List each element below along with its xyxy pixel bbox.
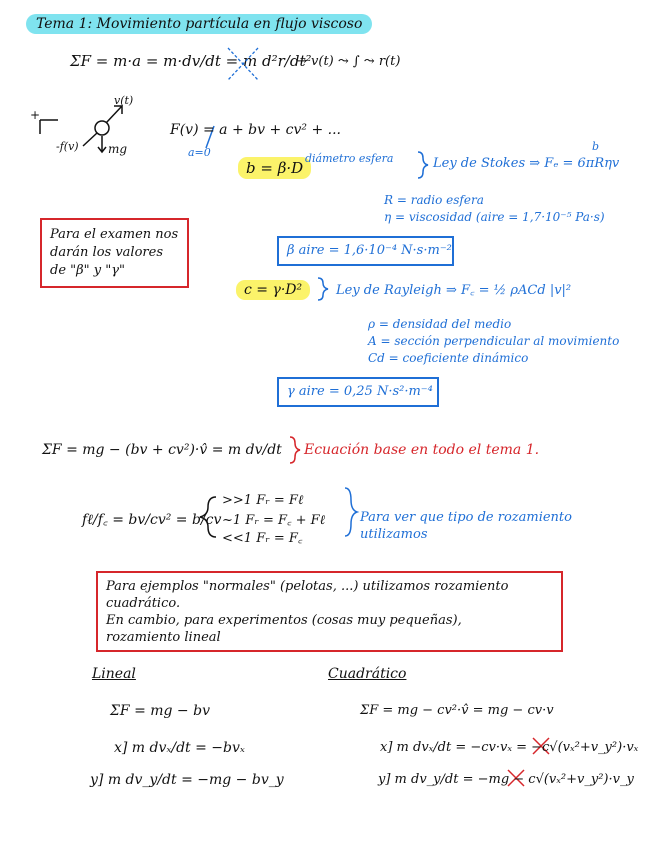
page-title: Tema 1: Movimiento partícula en flujo viscoso — [26, 14, 372, 34]
friction-choice-box — [96, 571, 563, 652]
linear-equation-x: x] m dvₓ/dt = −bvₓ — [114, 740, 245, 756]
viscosity-definition: η = viscosidad (aire = 1,7·10⁻⁵ Pa·s) — [384, 210, 605, 224]
stokes-b-label: b — [592, 140, 600, 153]
quadratic-equation-x: x] m dvₓ/dt = −cv·vₓ = −c√(vₓ²+v_y²)·vₓ — [380, 740, 639, 755]
ratio-equation: fℓ/f꜀ = bv/cv² = b/cv — [82, 512, 222, 528]
gravity-label: mg — [108, 142, 128, 156]
cases-note-line2: utilizamos — [360, 527, 428, 542]
newton-chain: → v(t) ⤳ ∫ ⤳ r(t) — [296, 54, 401, 69]
a-equals-zero: a=0 — [188, 146, 211, 159]
friction-choice-line2: cuadrático. — [106, 596, 181, 611]
newton-equation: ΣF = m·a = m·dv/dt = m d²r/dt² — [70, 52, 312, 70]
c-formula: c = γ·D² — [236, 280, 310, 300]
force-expansion: F(v) = a + bv + cv² + ... — [170, 122, 342, 138]
friction-choice-line4: rozamiento lineal — [106, 630, 221, 645]
b-formula: b = β·D — [238, 157, 311, 179]
friction-choice-line3: En cambio, para experimentos (cosas muy pequeñas), — [106, 613, 462, 628]
beta-air-value: β aire = 1,6·10⁻⁴ N·s·m⁻² — [287, 243, 452, 258]
gamma-air-value: γ aire = 0,25 N·s²·m⁻⁴ — [287, 384, 433, 399]
linear-equation-sum: ΣF = mg − bv — [110, 703, 210, 719]
case-small: <<1 Fᵣ = F꜀ — [222, 531, 303, 546]
stokes-law: Ley de Stokes ⇒ Fₑ = 6πRηv — [433, 156, 620, 171]
quadratic-equation-y: y] m dv_y/dt = −mg − c√(vₓ²+v_y²)·v_y — [378, 772, 634, 787]
cases-note-line1: Para ver que tipo de rozamiento — [360, 510, 572, 525]
case-large: >>1 Fᵣ = Fℓ — [222, 493, 304, 508]
velocity-label: v(t) — [114, 94, 134, 107]
linear-equation-y: y] m dv_y/dt = −mg − bv_y — [90, 772, 284, 788]
area-definition: A = sección perpendicular al movimiento — [368, 334, 620, 348]
friction-choice-line1: Para ejemplos "normales" (pelotas, ...) utilizamos rozamiento — [106, 579, 509, 594]
b-note: diámetro esfera — [305, 152, 394, 165]
beta-air-box — [277, 236, 454, 266]
base-equation: ΣF = mg − (bv + cv²)·v̂ = m dv/dt — [42, 442, 282, 458]
gamma-air-box — [277, 377, 439, 407]
exam-note-box — [40, 218, 189, 288]
quadratic-equation-sum: ΣF = mg − cv²·v̂ = mg − cv·v — [360, 703, 554, 718]
density-definition: ρ = densidad del medio — [368, 317, 512, 331]
case-similar: ~1 Fᵣ = F꜀ + Fℓ — [222, 513, 326, 528]
base-equation-note: Ecuación base en todo el tema 1. — [304, 442, 540, 458]
friction-label: -f(v) — [56, 140, 79, 153]
radius-definition: R = radio esfera — [384, 193, 484, 207]
rayleigh-law: Ley de Rayleigh ⇒ F꜀ = ½ ρACd |v|² — [336, 283, 572, 298]
linear-title: Lineal — [92, 666, 136, 682]
quadratic-title: Cuadrático — [328, 666, 407, 682]
positive-axis-label: + — [30, 108, 41, 122]
cd-definition: Cd = coeficiente dinámico — [368, 351, 529, 365]
exam-note-text: Para el examen nos darán los valores de "β" y "γ" — [50, 227, 179, 278]
